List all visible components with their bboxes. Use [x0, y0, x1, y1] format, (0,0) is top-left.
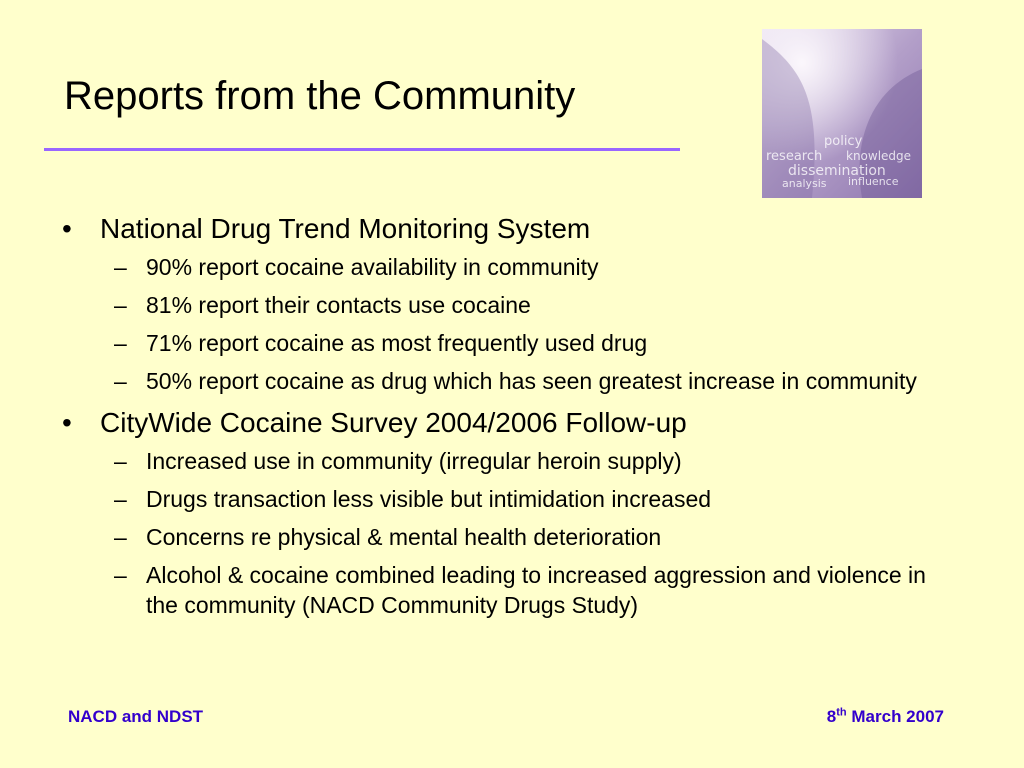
dash-icon: –: [114, 368, 127, 394]
sub-item: [62, 290, 952, 320]
sub-item: [62, 328, 952, 358]
sub-item-text: Drugs transaction less visible but intimidation increased: [146, 486, 712, 512]
footer-organisation: NACD and NDST: [68, 707, 204, 726]
footer-date-rest: March 2007: [846, 707, 944, 726]
footer-date-day: 8: [826, 707, 837, 726]
sub-item-text: 50% report cocaine as drug which has seen greatest increase in community: [146, 368, 917, 394]
dash-icon: –: [114, 524, 127, 550]
dash-icon: –: [114, 292, 127, 318]
bullet-item: [62, 210, 982, 248]
sub-item: [62, 484, 952, 514]
sub-item-text: Alcohol & cocaine combined leading to increased aggression and violence in the community (NACD Community Drugs Study): [146, 562, 926, 618]
bullet-heading: CityWide Cocaine Survey 2004/2006 Follow-up: [100, 407, 687, 438]
policy-research-image: [762, 29, 922, 198]
sub-item: [62, 522, 952, 552]
bullet-dot-icon: •: [62, 407, 72, 438]
dash-icon: –: [114, 562, 127, 588]
sub-item: [62, 252, 952, 282]
section-citywide-survey: [62, 404, 982, 620]
bullet-dot-icon: •: [62, 213, 72, 244]
footer-date-suffix: th: [836, 706, 847, 719]
slide-title: Reports from the Community: [64, 74, 576, 118]
bullet-heading: National Drug Trend Monitoring System: [100, 213, 591, 244]
bullet-item: [62, 404, 982, 442]
section-ndtms: [62, 210, 982, 396]
footer-date: [827, 707, 944, 727]
dash-icon: –: [114, 330, 127, 356]
image-word: dissemination: [788, 163, 886, 179]
sub-item-text: 71% report cocaine as most frequently used drug: [146, 330, 648, 356]
dash-icon: –: [114, 254, 127, 280]
sub-list: [62, 252, 982, 396]
image-word: knowledge: [846, 149, 912, 163]
image-word: influence: [848, 175, 899, 188]
dash-icon: –: [114, 486, 127, 512]
sub-item: [62, 446, 952, 476]
sub-item-text: Increased use in community (irregular heroin supply): [146, 448, 682, 474]
image-word: policy: [824, 134, 863, 149]
sub-item-text: Concerns re physical & mental health deterioration: [146, 524, 662, 550]
sub-item: [62, 366, 952, 396]
sub-item: [62, 560, 952, 620]
image-word: analysis: [782, 177, 827, 190]
sub-item-text: 90% report cocaine availability in community: [146, 254, 599, 280]
title-underline: [44, 148, 680, 151]
bullet-content: [62, 210, 982, 620]
sub-list: [62, 446, 982, 620]
image-word: research: [766, 149, 823, 164]
sub-item-text: 81% report their contacts use cocaine: [146, 292, 531, 318]
dash-icon: –: [114, 448, 127, 474]
